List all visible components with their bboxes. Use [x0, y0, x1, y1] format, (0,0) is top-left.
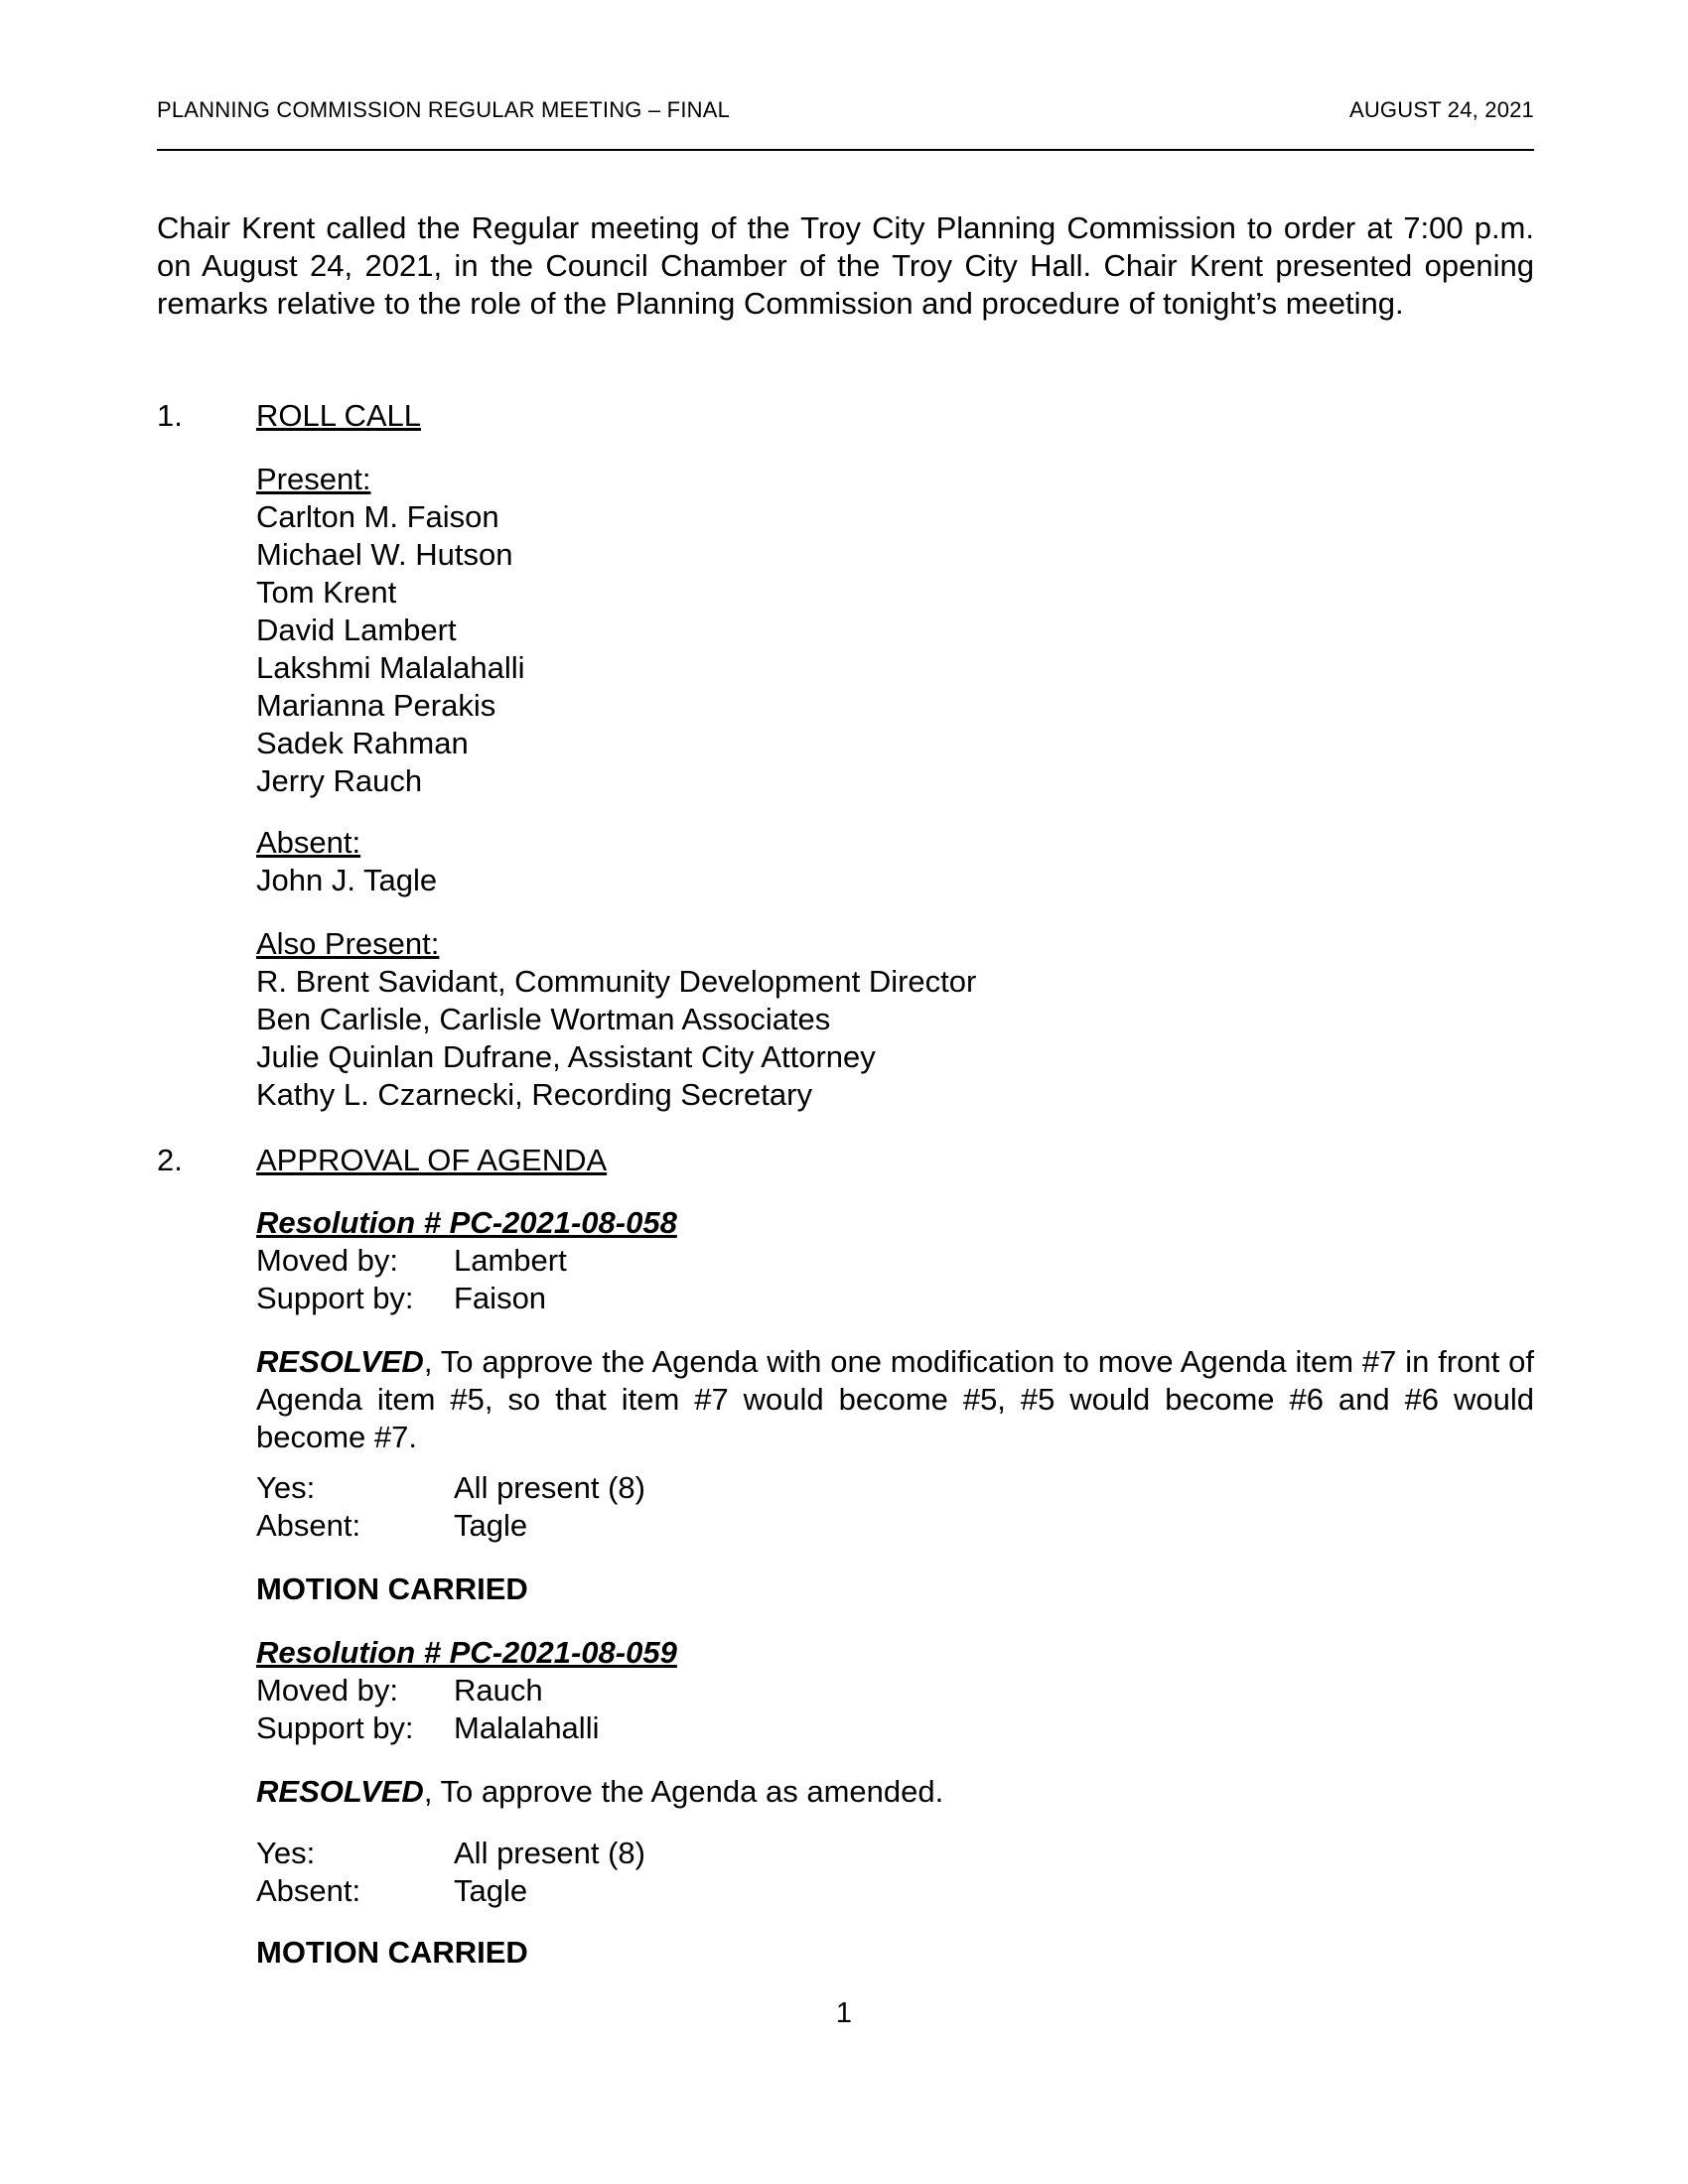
header-divider [157, 149, 1534, 151]
section-number-1: 1. [157, 398, 183, 433]
moved-by-label: Moved by: [256, 1673, 399, 1707]
page-number: 1 [835, 1997, 853, 2029]
present-member: Michael W. Hutson [256, 537, 513, 572]
support-by-label: Support by: [256, 1281, 414, 1315]
also-present-member: Julie Quinlan Dufrane, Assistant City Attorney [256, 1039, 876, 1074]
moved-by-label: Moved by: [256, 1243, 399, 1278]
section-number-2: 2. [157, 1143, 183, 1177]
vote-absent-label: Absent: [256, 1873, 361, 1908]
vote-yes-label: Yes: [256, 1836, 316, 1870]
resolution-059-text [256, 1773, 1534, 1811]
also-present-member: R. Brent Savidant, Community Development Director [256, 964, 977, 999]
resolution-059-vote [256, 1835, 1534, 1910]
support-by-row [256, 1709, 1534, 1747]
motion-result: MOTION CARRIED [256, 1571, 528, 1606]
vote-yes-row [256, 1469, 1534, 1507]
present-member: Carlton M. Faison [256, 499, 499, 534]
header-date: AUGUST 24, 2021 [1348, 97, 1534, 122]
present-list [256, 461, 1534, 800]
vote-yes-label: Yes: [256, 1470, 316, 1505]
support-by-value: Faison [454, 1281, 547, 1315]
present-member: David Lambert [256, 613, 457, 647]
resolved-keyword: RESOLVED [256, 1774, 424, 1809]
present-member: Sadek Rahman [256, 726, 469, 760]
vote-absent-value: Tagle [454, 1873, 528, 1908]
vote-absent-row [256, 1507, 1534, 1545]
also-present-list [256, 925, 1534, 1114]
resolution-heading: Resolution # PC-2021-08-058 [256, 1205, 677, 1240]
support-by-label: Support by: [256, 1710, 414, 1745]
vote-absent-value: Tagle [454, 1508, 528, 1543]
resolution-058-text [256, 1343, 1534, 1456]
present-member: Tom Krent [256, 575, 397, 610]
support-by-value: Malalahalli [454, 1710, 600, 1745]
moved-by-value: Rauch [454, 1673, 543, 1707]
present-member: Lakshmi Malalahalli [256, 650, 525, 685]
moved-by-row [256, 1672, 1534, 1709]
vote-yes-value: All present (8) [454, 1836, 645, 1870]
support-by-row [256, 1280, 1534, 1317]
absent-list [256, 824, 1534, 899]
moved-by-row [256, 1242, 1534, 1280]
intro-paragraph: Chair Krent called the Regular meeting of the Troy City Planning Commission to order at 7:00 p.m. on August 24, 2021, in the Council Chamber of the Troy City Hall. Chair Krent presented opening remarks relative to the role of the Planning Commission and procedure of tonight’s meeting. [157, 210, 1534, 321]
motion-result: MOTION CARRIED [256, 1935, 528, 1970]
vote-absent-row [256, 1872, 1534, 1910]
resolved-body: , To approve the Agenda as amended. [423, 1774, 944, 1809]
resolution-heading: Resolution # PC-2021-08-059 [256, 1635, 677, 1670]
also-present-member: Kathy L. Czarnecki, Recording Secretary [256, 1077, 812, 1112]
present-member: Jerry Rauch [256, 763, 423, 798]
present-label: Present: [256, 462, 371, 496]
moved-by-value: Lambert [454, 1243, 567, 1278]
absent-member: John J. Tagle [256, 863, 438, 897]
vote-yes-value: All present (8) [454, 1470, 645, 1505]
present-member: Marianna Perakis [256, 688, 496, 723]
resolution-058-header [256, 1204, 1534, 1317]
resolution-059-header [256, 1634, 1534, 1747]
section-title-roll-call: ROLL CALL [256, 398, 421, 433]
vote-absent-label: Absent: [256, 1508, 361, 1543]
vote-yes-row [256, 1835, 1534, 1872]
resolution-058-vote [256, 1469, 1534, 1545]
header-title: PLANNING COMMISSION REGULAR MEETING – FINAL [157, 97, 731, 122]
also-present-member: Ben Carlisle, Carlisle Wortman Associates [256, 1002, 831, 1036]
also-present-label: Also Present: [256, 926, 440, 961]
absent-label: Absent: [256, 825, 361, 860]
resolved-body: , To approve the Agenda with one modification to move Agenda item #7 in front of Agenda item #5, so that item #7 would become #5, #5 would become #6 and #6 would become #7. [256, 1344, 1534, 1454]
resolved-keyword: RESOLVED [256, 1344, 424, 1379]
section-title-approval-of-agenda: APPROVAL OF AGENDA [256, 1143, 608, 1177]
page-header [157, 97, 1534, 123]
